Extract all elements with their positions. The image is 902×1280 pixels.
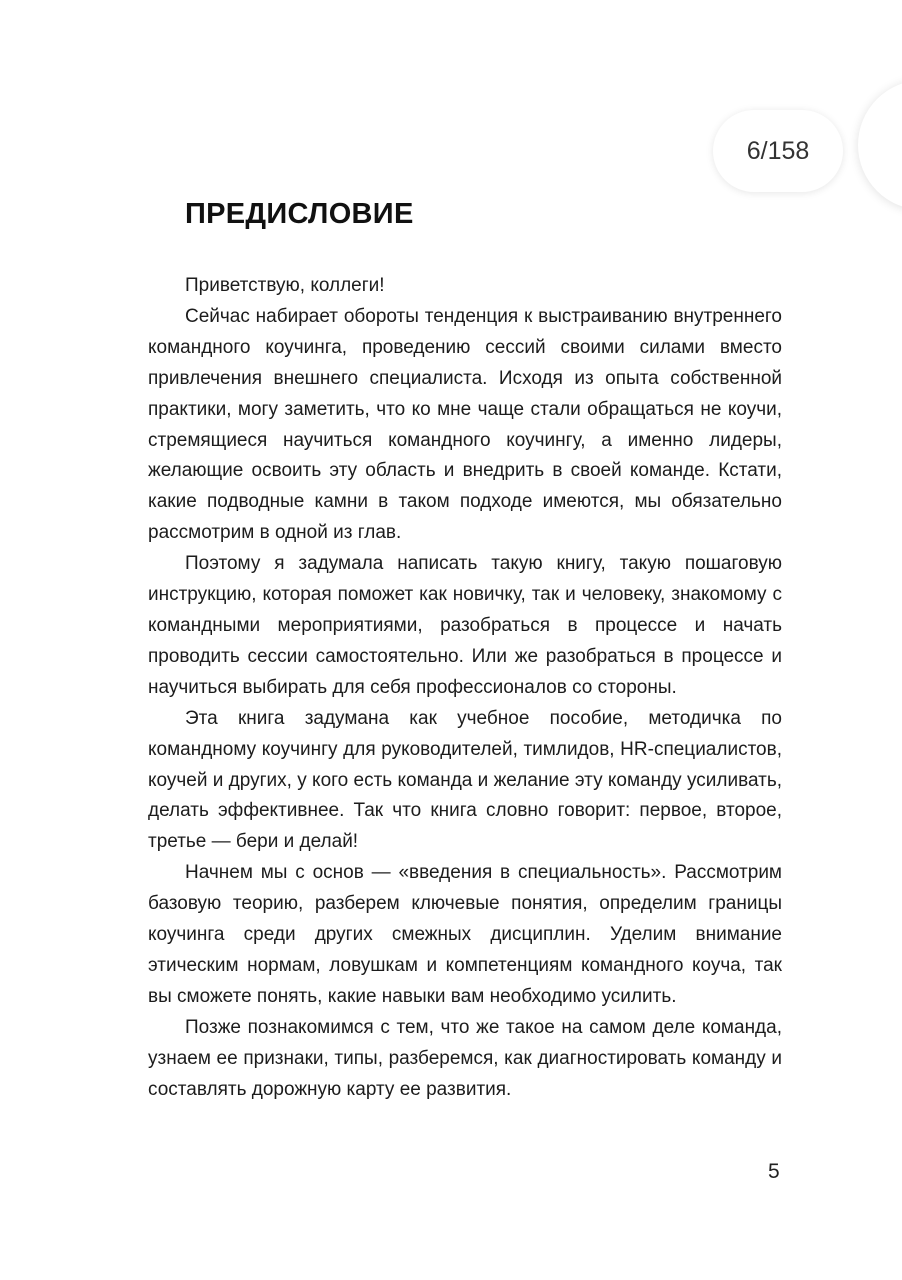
paragraph: Поэтому я задумала написать такую книгу, такую пошаговую инструкцию, которая поможет как новичку, так и человеку, знакомому с командными мероприятиями, разобраться в процессе и начать проводить сессии самостоятельно. Или же разобраться в процессе и научиться выбирать для себя профессионалов со стороны. [148, 553, 782, 698]
paragraph: Сейчас набирает обороты тенденция к выстраиванию внутреннего командного коучинга, проведению сессий своими силами вместо привлечения внешнего специалиста. Исходя из опыта собственной практики, могу заметить, что ко мне чаще стали обращаться не коучи, стремящиеся научиться командного коучингу, а именно лидеры, желающие освоить эту область и внедрить в своей команде. Кстати, какие подводные камни в таком подходе имеются, мы обязательно рассмотрим в одной из глав. [148, 305, 782, 544]
paragraph: Приветствую, коллеги! [185, 275, 385, 296]
paragraph: Начнем мы с основ — «введения в специальность». Рассмотрим базовую теорию, разберем ключевые понятия, определим границы коучинга среди других смежных дисциплин. Уделим внимание этическим нормам, ловушкам и компетенциям командного коуча, так вы сможете понять, какие навыки вам необходимо усилить. [148, 862, 782, 1007]
book-text [148, 271, 782, 1105]
paragraph: Позже познакомимся с тем, что же такое на самом деле команда, узнаем ее признаки, типы, разберемся, как диагностировать команду и составлять дорожную карту ее развития. [148, 1016, 782, 1100]
page-number: 5 [768, 1160, 780, 1183]
page-counter: 6/158 [713, 110, 843, 192]
paragraph: Эта книга задумана как учебное пособие, методичка по командному коучингу для руководителей, тимлидов, HR-специалистов, коучей и других, у кого есть команда и желание эту команду усиливать, делать эффективнее. Так что книга словно говорит: первое, второе, третье — бери и делай! [148, 707, 782, 853]
chapter-heading: ПРЕДИСЛОВИЕ [185, 198, 414, 230]
page-turn-handle[interactable] [858, 80, 902, 210]
